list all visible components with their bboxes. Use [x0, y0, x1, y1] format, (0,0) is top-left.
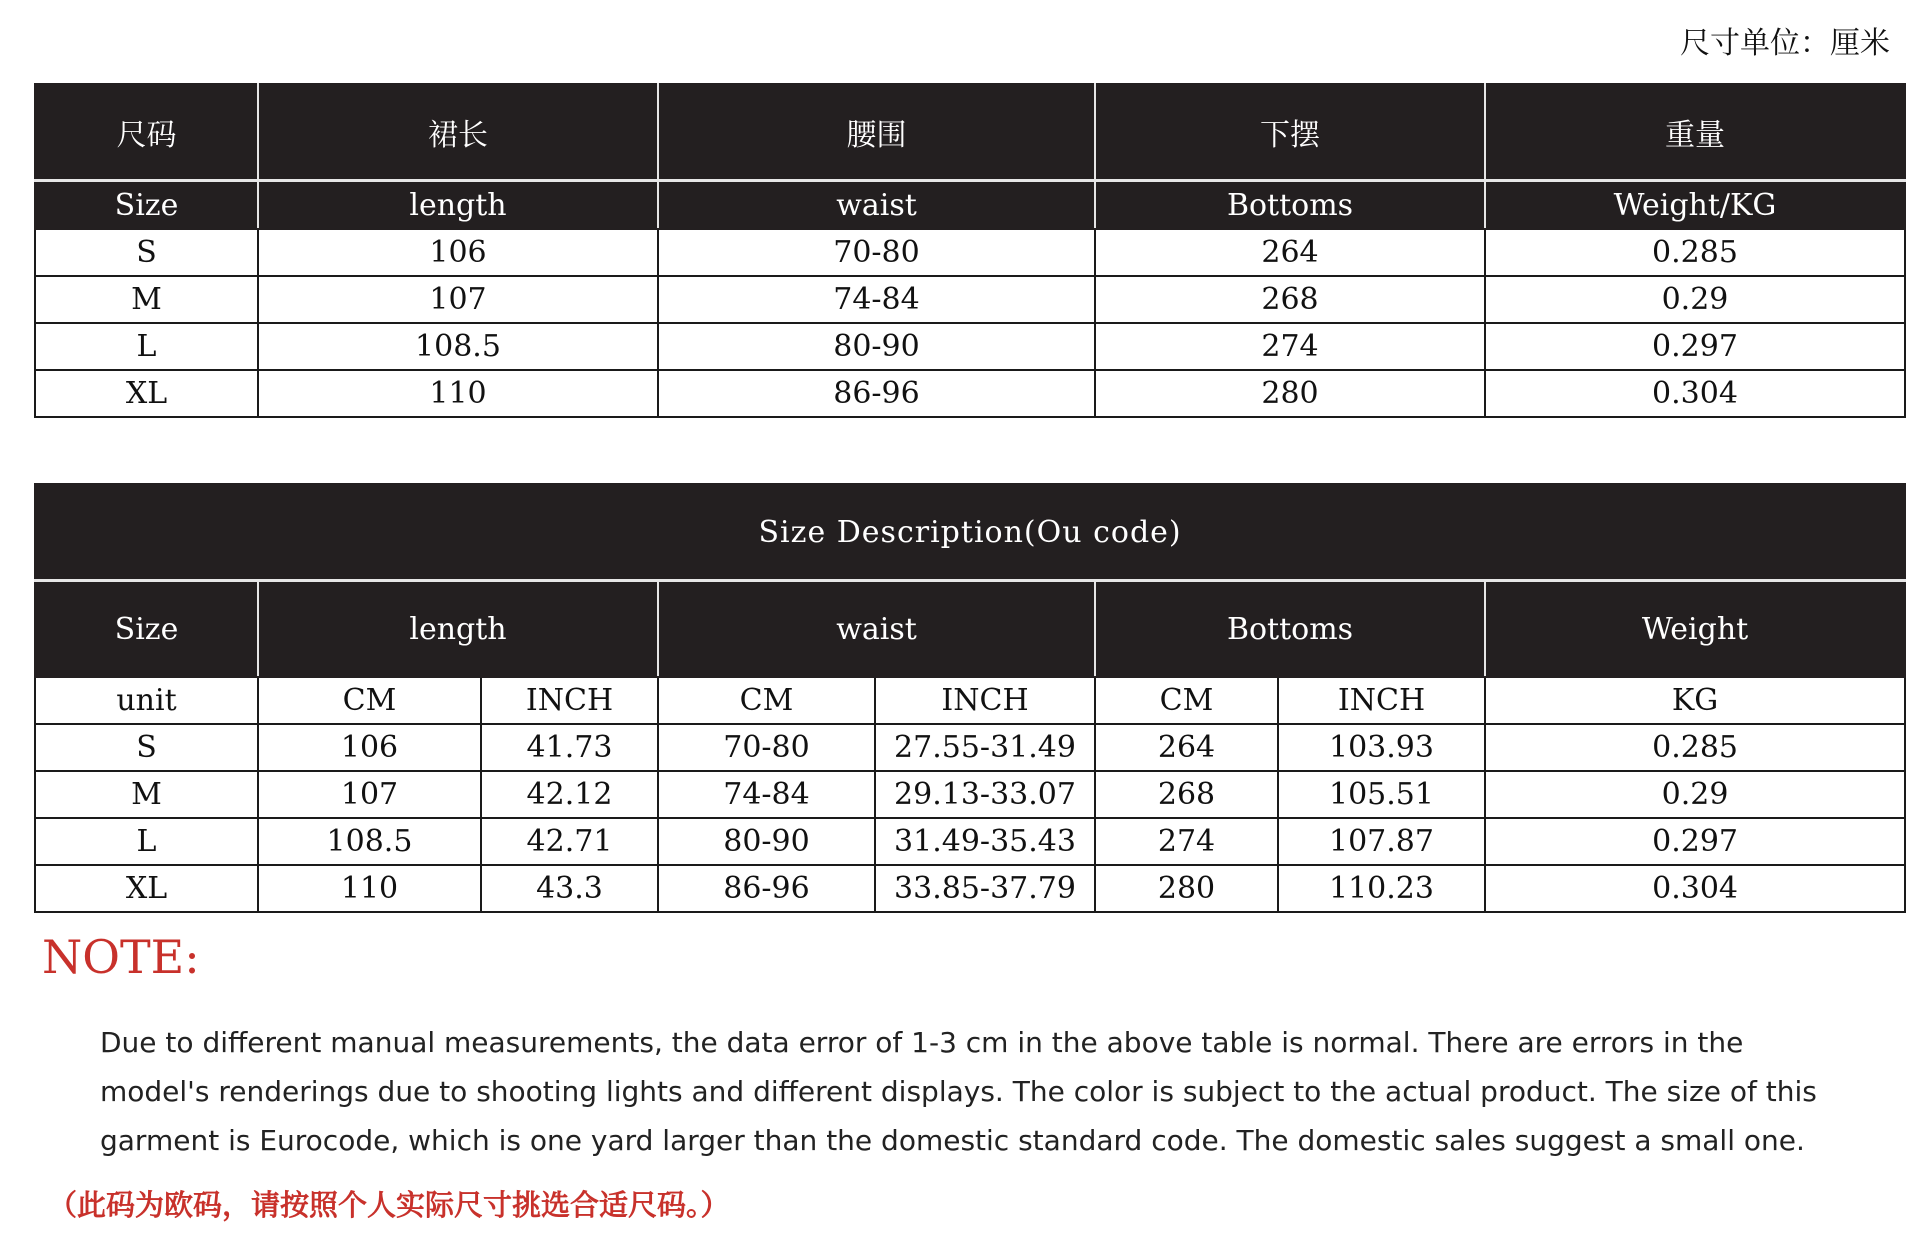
table-row [35, 370, 1905, 417]
unit-note: 尺寸单位：厘米 [1680, 26, 1890, 61]
cell-waist: 70-80 [658, 229, 1095, 276]
cell-weight: 0.297 [1485, 323, 1905, 370]
cell-length-cm: 106 [258, 724, 481, 771]
header-size: Size [35, 581, 258, 678]
cell-weight: 0.285 [1485, 229, 1905, 276]
cell-bottoms-cm: 274 [1095, 818, 1278, 865]
cell-size: XL [35, 370, 258, 417]
cell-size: S [35, 724, 258, 771]
header-bottoms: Bottoms [1095, 581, 1485, 678]
cell-bottoms-cm: 268 [1095, 771, 1278, 818]
header-row-en [35, 181, 1905, 230]
cell-weight-kg: 0.297 [1485, 818, 1905, 865]
table-row [35, 771, 1905, 818]
cell-length: 110 [258, 370, 658, 417]
unit-length-inch: INCH [481, 677, 658, 724]
header-row-cn [35, 84, 1905, 181]
unit-bottoms-cm: CM [1095, 677, 1278, 724]
cell-waist-cm: 86-96 [658, 865, 875, 912]
cell-weight-kg: 0.29 [1485, 771, 1905, 818]
header-bottoms-cn: 下摆 [1095, 84, 1485, 181]
header-waist-cn: 腰围 [658, 84, 1095, 181]
table-row [35, 818, 1905, 865]
cn-note: （此码为欧码，请按照个人实际尺寸挑选合适尺码。） [48, 1188, 730, 1222]
header-length: length [258, 581, 658, 678]
cell-length-cm: 110 [258, 865, 481, 912]
cell-waist-cm: 80-90 [658, 818, 875, 865]
table-row [35, 724, 1905, 771]
table-row [35, 276, 1905, 323]
unit-waist-cm: CM [658, 677, 875, 724]
cell-weight-kg: 0.285 [1485, 724, 1905, 771]
cell-length-inch: 41.73 [481, 724, 658, 771]
cell-length-cm: 108.5 [258, 818, 481, 865]
cell-bottoms-inch: 107.87 [1278, 818, 1485, 865]
unit-label: unit [35, 677, 258, 724]
cell-waist-inch: 31.49-35.43 [875, 818, 1095, 865]
header-weight: Weight/KG [1485, 181, 1905, 230]
cell-size: M [35, 771, 258, 818]
cell-bottoms: 274 [1095, 323, 1485, 370]
header-bottoms: Bottoms [1095, 181, 1485, 230]
cell-bottoms-inch: 103.93 [1278, 724, 1485, 771]
unit-waist-inch: INCH [875, 677, 1095, 724]
header-weight: Weight [1485, 581, 1905, 678]
cell-waist-inch: 27.55-31.49 [875, 724, 1095, 771]
cell-weight: 0.304 [1485, 370, 1905, 417]
cell-waist-cm: 70-80 [658, 724, 875, 771]
table-row [35, 229, 1905, 276]
size-table-cn [34, 83, 1906, 418]
cell-bottoms: 268 [1095, 276, 1485, 323]
cell-waist: 80-90 [658, 323, 1095, 370]
cell-length: 107 [258, 276, 658, 323]
header-size: Size [35, 181, 258, 230]
header-length-cn: 裙长 [258, 84, 658, 181]
unit-bottoms-inch: INCH [1278, 677, 1485, 724]
header-waist: waist [658, 581, 1095, 678]
header-row [35, 581, 1905, 678]
table-title: Size Description(Ou code) [35, 484, 1905, 581]
cell-length: 108.5 [258, 323, 658, 370]
cell-weight-kg: 0.304 [1485, 865, 1905, 912]
cell-weight: 0.29 [1485, 276, 1905, 323]
unit-length-cm: CM [258, 677, 481, 724]
cell-bottoms-inch: 110.23 [1278, 865, 1485, 912]
cell-length-inch: 43.3 [481, 865, 658, 912]
note-title: NOTE: [42, 930, 200, 984]
cell-waist-cm: 74-84 [658, 771, 875, 818]
cell-waist: 86-96 [658, 370, 1095, 417]
cell-size: S [35, 229, 258, 276]
note-text: Due to different manual measurements, the data error of 1-3 cm in the above table is normal. There are errors in the model's renderings due to shooting lights and different displays. The color is subject to the actual product. The size of this garment is Eurocode, which is one yard larger than the domestic standard code. The domestic sales suggest a small one. [100, 1026, 1817, 1157]
cell-length: 106 [258, 229, 658, 276]
cell-bottoms-cm: 264 [1095, 724, 1278, 771]
cell-waist-inch: 29.13-33.07 [875, 771, 1095, 818]
cell-bottoms: 280 [1095, 370, 1485, 417]
cell-length-cm: 107 [258, 771, 481, 818]
table-row [35, 323, 1905, 370]
cell-size: XL [35, 865, 258, 912]
header-length: length [258, 181, 658, 230]
cell-size: M [35, 276, 258, 323]
cell-bottoms-inch: 105.51 [1278, 771, 1485, 818]
size-description-table [34, 483, 1906, 913]
header-size-cn: 尺码 [35, 84, 258, 181]
unit-weight-kg: KG [1485, 677, 1905, 724]
table-title-row [35, 484, 1905, 581]
cell-bottoms: 264 [1095, 229, 1485, 276]
cell-size: L [35, 818, 258, 865]
table-row [35, 865, 1905, 912]
header-waist: waist [658, 181, 1095, 230]
cell-size: L [35, 323, 258, 370]
header-weight-cn: 重量 [1485, 84, 1905, 181]
unit-row [35, 677, 1905, 724]
cell-length-inch: 42.12 [481, 771, 658, 818]
cell-waist-inch: 33.85-37.79 [875, 865, 1095, 912]
cell-waist: 74-84 [658, 276, 1095, 323]
cell-length-inch: 42.71 [481, 818, 658, 865]
cell-bottoms-cm: 280 [1095, 865, 1278, 912]
